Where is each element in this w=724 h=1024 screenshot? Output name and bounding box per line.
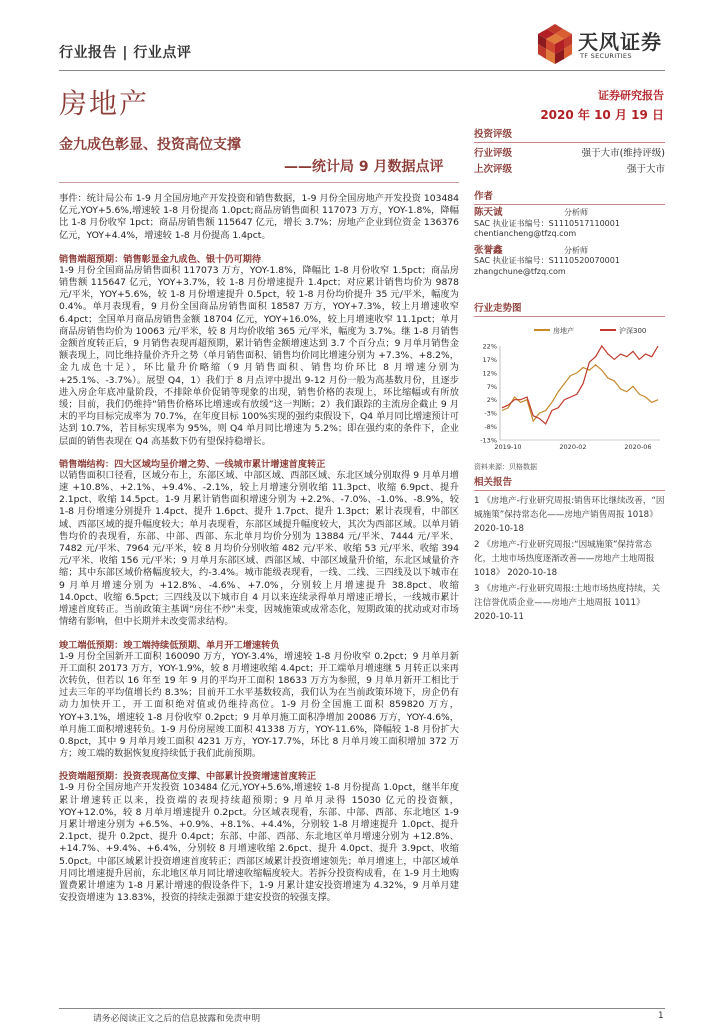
investment-paragraph: 1-9 月份全国房地产开发投资 103484 亿元,YOY+5.6%,增速较 1-8 月份提高 1.0pct，继半年度累计增速转正以来，投资端的表现持续超预期；9 月单月录得 15030 亿元的投资额，YOY+12.0%，较 8 月单月增速提升 0.2pct。分区域表现看，东部、中部、西部、东北地区 1-9 月累计增速分别为 +6.5%、+0.9%、+8.1%、+4.4%，分别较 1-8 月增速提升 1.0pct、提升 2.1pct、提升 0.2pct、提升 0.4pct；东部、中部、西部、东北地区单月增速分别为 +12.8%、+14.7%、+9.4%、+6.4%，分别较 8 月增速收缩 2.6pct、提升 4.0pct、提升 3.9pct、收缩 5.0pct。中部区域累计投资增速首度转正；西部区域累计投资增速领先；单月增速上，中部区域单月同比增速提升居前，东北地区单月同比增速收缩幅度较大。若拆分投资构成看，在 1-9 月土地购置费累计增速为 1-8 月累计增速的假设条件下，1-9 月累计建安投资增速为 4.32%，9 月单月建安投资增速为 13.83%，投资的持续走强源于建安投资的较强支撑。 [59,782,459,904]
analyst-card [474,208,665,240]
analyst-name: 张誉鑫 [474,244,503,256]
report-date: 2020 年 10 月 19 日 [540,108,664,122]
analyst-card [474,246,665,278]
sector-name: 房地产 [59,87,150,120]
series-line [502,365,658,421]
analyst-sac: SAC 执业证书编号：S1110520070001 [474,256,620,265]
report-type: 证券研究报告 [598,89,664,102]
main-body [59,187,459,904]
x-tick-label: 2019-10 [494,443,522,451]
y-tick-label: -8% [484,423,497,432]
tf-logo-icon [534,22,576,66]
author-header: 作者 [474,188,665,205]
related-report-item[interactable]: 1 《房地产-行业研究周报:销售环比继续改善，“因城施策”保持常态化——房地产销售周报 1018》 2020-10-18 [474,496,665,534]
footer-disclaimer: 请务必阅读正文之后的信息披露和免责申明 [93,1014,261,1024]
completion-paragraph: 1-9 月份全国新开工面积 160090 万方，YOY-3.4%，增速较 1-8 月份收窄 0.2pct；9 月单月新开工面积 20173 万方，YOY-1.9%，较 8 月增速收缩 4.4pct；开工端单月增速继 5 月转正以来再次转负，但若以 16 年至 19 年 9 月的平均开工面积 18633 万方为参照，9 月单月新开工相比于过去三年的平均值增长约 8.3%；目前开工水平基数较高，我们认为在当前政策环境下，房企仍有动力加快开工，开工面积绝对值或仍维持高位。1-9 月份全国施工面积 859820 万方，YOY+3.1%，增速较 1-8 月份收窄 0.2pct；9 月单月施工面积净增加 20086 万方，YOY-4.6%，单月施工面积增速转负。1-9 月份房屋竣工面积 41338 万方，YOY-11.6%，降幅较 1-8 月份扩大 0.8pct，其中 9 月单月竣工面积 4231 万方，YOY-17.7%，环比 8 月单月竣工面积增加 372 万方；竣工端的数据恢复度持续低于我们此前预期。 [59,650,459,760]
prev-rating-value: 强于大市 [626,164,665,175]
related-header: 相关报告 [474,474,665,491]
analyst-email[interactable]: chentiancheng@tfzq.com [474,229,577,238]
analyst-role: 分析师 [564,245,588,255]
section-title-sales: 销售端超预期：销售彰显金九成色、银十仍可期待 [59,253,262,265]
series-line [502,346,658,424]
rating-value: 强于大市(维持评级) [581,148,665,159]
report-subtitle: ——统计局 9 月数据点评 [284,159,444,175]
trend-block [474,300,665,472]
related-report-item[interactable]: 3 《房地产-行业研究周报:土地市场热度持续，关注信誉优质企业——房地产土地周报 1011》 2020-10-11 [474,584,661,622]
rating-header: 投资评级 [474,126,665,143]
legend-label: 沪深300 [619,327,647,335]
page-number: 1 [658,1011,664,1021]
logo-text-en: TF SECURITIES [580,52,632,60]
footer-divider [59,1008,665,1009]
structure-paragraph: 以销售面积口径看，区域分布上，东部区域、中部区域、西部区域、东北区域分别取得 9 月单月增速 +10.8%、+2.1%、+9.4%、-2.1%，较上月增速分别收缩 11.3pct、收缩 6.9pct、提升 2.1pct、收缩 14.5pct。1-9 月累计销售面积增速分别为 +2.2%、-7.0%、-1.0%、-8.9%，较 1-8 月份增速分别提升 1.4pct、提升 1.6pct、提升 1.7pct、提升 1.3pct；累计表现看，中部区域、西部区域的提升幅度较大；单月表现看，东部区域提升幅度较大，其次为西部区域。以单月销售均价的表现看，东部、中部、西部、东北单月均价分别为 13884 元/平米、7444 元/平米、7482 元/平米、7964 元/平米，较 8 月均价分别收缩 482 元/平米、收缩 53 元/平米、收缩 394 元/平米、收缩 156 元/平米；9 月单月东部区域、西部区域、中部区域量升价缩，东北区域量价齐缩；其中东部区域价格幅度较大，约-3.4%。城市能级表现看，一线、二线、三四线及以下城市在 9 月单月增速分别为 +12.8%、-4.6%、+7.0%，分别较上月增速提升 38.8pct、收缩 14.0pct、收缩 6.5pct；三四线及以下城市自 4 月以来连续录得单月增速正增长，一线城市累计增速首度转正。当前政策主基调“房住不炒”未变，因城施策或成常态化，短期政策的扰动或对市场情绪有影响，但中长期并未改变需求结构。 [59,469,459,628]
analyst-sac: SAC 执业证书编号：S1110517110001 [474,218,620,228]
section-title-investment: 投资端超预期：投资表现高位支撑、中部累计投资增速首度转正 [59,771,317,783]
section-title-completion: 竣工端低预期：竣工端持续低预期、单月开工增速转负 [59,639,280,651]
company-logo [534,22,674,68]
header-divider [59,70,665,71]
rating-label: 行业评级 [474,148,513,159]
report-category: 行业报告 | 行业点评 [59,45,192,61]
y-tick-label: 12% [482,369,497,378]
legend-label: 房地产 [553,327,574,335]
y-tick-label: 22% [482,342,497,351]
section-title-structure: 销售端结构：四大区域均呈价增之势、一线城市累计增速首度转正 [59,458,326,470]
event-paragraph: 事件：统计局公布 1-9 月全国房地产开发投资和销售数据，1-9 月份全国房地产开发投资 103484 亿元,YOY+5.6%,增速较 1-8 月份提高 1.0pct;商品房销售面积 117073 万方，YOY-1.8%，降幅比 1-8 月份收窄 1pct；商品房销售额 115647 亿元，增长 3.7%；房地产企业到位资金 136376 亿元，YOY+4.4%，增速较 1-8 月份提高 1.4pct。 [59,193,459,241]
y-tick-label: -13% [480,436,497,445]
analyst-email[interactable]: zhangchune@tfzq.com [474,266,566,276]
x-tick-label: 2020-02 [559,443,587,451]
chart-source: 资料来源：贝格数据 [474,463,537,471]
related-block [474,474,665,626]
y-tick-label: 7% [486,382,497,391]
title-divider [59,182,459,183]
x-tick-label: 2020-06 [624,443,652,451]
prev-rating-label: 上次评级 [474,164,513,175]
author-block [474,188,665,277]
analyst-role: 分析师 [564,208,588,217]
trend-chart [474,320,665,454]
y-tick-label: -3% [484,409,497,418]
logo-text-cn: 天风证券 [578,30,662,54]
rating-block [474,126,665,178]
analyst-name: 陈天诚 [474,207,503,218]
y-tick-label: 17% [482,355,497,364]
rating-row [474,146,665,162]
sales-paragraph: 1-9 月份全国商品房销售面积 117073 万方，YOY-1.8%，降幅比 1-8 月份收窄 1.5pct；商品房销售额 115647 亿元，YOY+3.7%，较 1-8 月份增速提升 1.4pct；对应累计销售均价为 9878 元/平米，YOY+5.6%，较 1-8 月份增速提升 0.5pct，较 1-8 月份均价提升 35 元/平米，幅度为 0.4%。单月表现看，9 月份全国商品房销售面积 18587 万方，YOY+7.3%，较上月增速收窄 6.4pct；全国单月商品房销售金额 18704 亿元，YOY+16.0%，较上月增速收窄 11.1pct；单月商品房销售均价为 10063 元/平米，较 8 月均价收缩 365 元/平米，幅度为 3.7%。继 1-8 月销售金额首度转正后，9 月销售表现再超预期，累计销售金额增速达到 3.7 个百分点；9 月单月销售金额表现上，同比维持量价齐升之势（单月销售面积、销售均价同比增速分别为 +7.3%、+8.2%，金九成色十足），环比量升价略缩（9 月销售面积、销售均价环比 8 月增速分别为 +25.1%、-3.7%）。展望 Q4，1）我们于 8 月点评中提出 9-12 月份一般为高基数月份，且逐步进入房企年底冲量阶段，不排除单价促销等现象的出现，销售价格的表现上，环比缩幅或有所放缓；目前，我们仍维持“销售价格环比增速或有放缓”这一判断；2）我们跟踪的主流房企截止 9 月末的平均目标完成率为 70.7%，在年度目标 100%实现的强约束假设下，Q4 单月同比增速预计可达到 10.7%，若目标实现率为 95%，则 Q4 单月同比增速为 5.2%；即在强约束的条件下，企业层面的销售表现在 Q4 高基数下仍有望保持稳增长。 [59,264,459,447]
related-report-item[interactable]: 2 《房地产-行业研究周报:“因城施策”保持常态化，土地市场热度逐渐改善——房地产土地周报 1018》 2020-10-18 [474,540,655,578]
report-title: 金九成色彰显、投资高位支撑 [59,137,241,153]
trend-header: 行业走势图 [474,300,665,317]
prev-rating-row [474,162,665,178]
y-tick-label: 2% [486,396,497,405]
